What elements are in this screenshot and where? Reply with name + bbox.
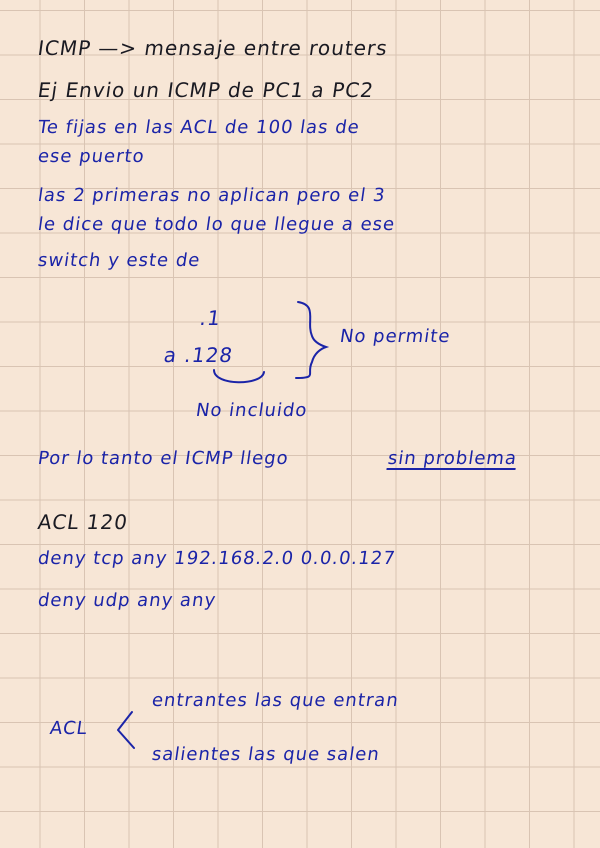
line-primeras-no-aplican: las 2 primeras no aplican pero el 3 [36,185,387,206]
range-end: a .128 [162,343,235,367]
no-permite-label: No permite [338,326,452,347]
line-icmp-definition: ICMP —> mensaje entre routers [36,36,390,60]
line-ese-puerto: ese puerto [36,146,147,167]
line-example-icmp: Ej Envio un ICMP de PC1 a PC2 [36,78,376,102]
deny-udp-rule: deny udp any any [36,590,218,611]
salientes-definition: salientes las que salen [150,744,382,765]
acl-120-heading: ACL 120 [36,510,130,534]
under-brace-mark [214,370,264,382]
curly-brace-mark [296,302,326,378]
line-por-lo-tanto: Por lo tanto el ICMP llego [36,448,291,469]
range-start: .1 [198,306,223,330]
branch-bracket-mark [118,712,134,748]
line-acl-100: Te fijas en las ACL de 100 las de [36,117,362,138]
line-switch: switch y este de [36,250,202,271]
sin-problema: sin problema [386,448,519,469]
entrantes-definition: entrantes las que entran [150,690,401,711]
no-incluido-label: No incluido [194,400,309,421]
deny-tcp-rule: deny tcp any 192.168.2.0 0.0.0.127 [36,548,398,569]
acl-direction-label: ACL [48,718,90,739]
line-le-dice: le dice que todo lo que llegue a ese [36,214,397,235]
